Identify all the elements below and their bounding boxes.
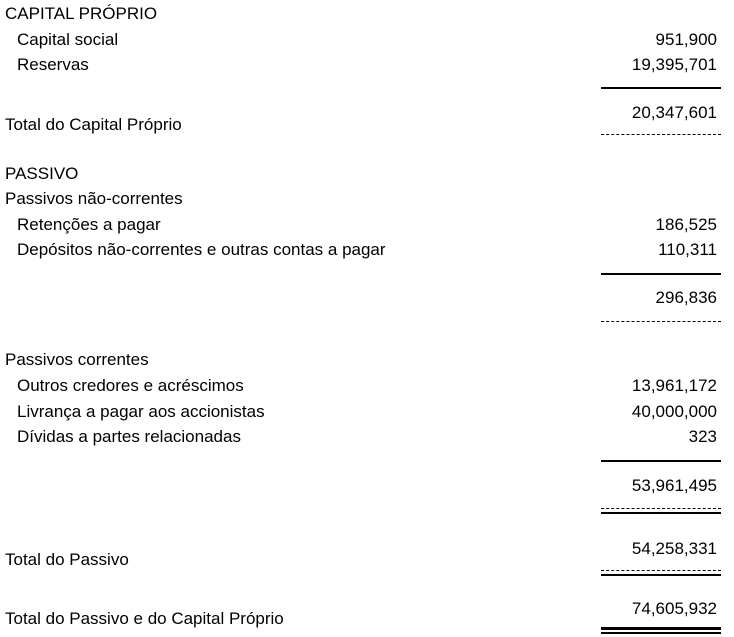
line-item-label: Retenções a pagar: [17, 215, 161, 234]
subsection-heading-nao-correntes: Passivos não-correntes: [5, 189, 183, 208]
dashed-rule: [601, 508, 721, 509]
line-item-label: Outros credores e acréscimos: [17, 376, 244, 395]
line-item-label: Depósitos não-correntes e outras contas a pagar: [17, 240, 386, 259]
grand-total-label: Total do Passivo e do Capital Próprio: [5, 609, 284, 628]
line-item-label: Reservas: [17, 55, 89, 74]
section-heading-capital-proprio: CAPITAL PRÓPRIO: [5, 4, 158, 23]
sum-rule: [601, 87, 721, 89]
line-item-value: 40,000,000: [631, 402, 717, 421]
double-rule-top: [601, 627, 721, 630]
total-passivo-label: Total do Passivo: [5, 550, 129, 569]
line-item-value: 951,900: [655, 30, 717, 49]
dashed-rule: [601, 570, 721, 571]
line-item-value: 323: [688, 427, 717, 446]
line-item-value: 19,395,701: [631, 55, 717, 74]
sum-rule: [601, 460, 721, 462]
line-item-label: Capital social: [17, 30, 119, 49]
subtotal-nao-correntes-value: 296,836: [655, 288, 717, 307]
sum-rule: [601, 273, 721, 275]
total-capital-proprio-label: Total do Capital Próprio: [5, 115, 182, 134]
grand-total-value: 74,605,932: [631, 599, 717, 618]
line-item-label: Dívidas a partes relacionadas: [17, 427, 241, 446]
subsection-heading-correntes: Passivos correntes: [5, 350, 149, 369]
line-item-label: Livrança a pagar aos accionistas: [17, 402, 265, 421]
total-passivo-value: 54,258,331: [631, 539, 717, 558]
subtotal-correntes-value: 53,961,495: [631, 476, 717, 495]
dashed-rule: [601, 321, 721, 322]
dashed-rule: [601, 134, 721, 135]
section-heading-passivo: PASSIVO: [5, 164, 79, 183]
line-item-value: 186,525: [655, 215, 717, 234]
double-rule: [601, 574, 721, 576]
line-item-value: 110,311: [658, 240, 717, 259]
double-rule: [601, 512, 721, 514]
total-capital-proprio-value: 20,347,601: [631, 103, 717, 122]
double-rule-bottom: [601, 632, 721, 634]
line-item-value: 13,961,172: [631, 376, 717, 395]
